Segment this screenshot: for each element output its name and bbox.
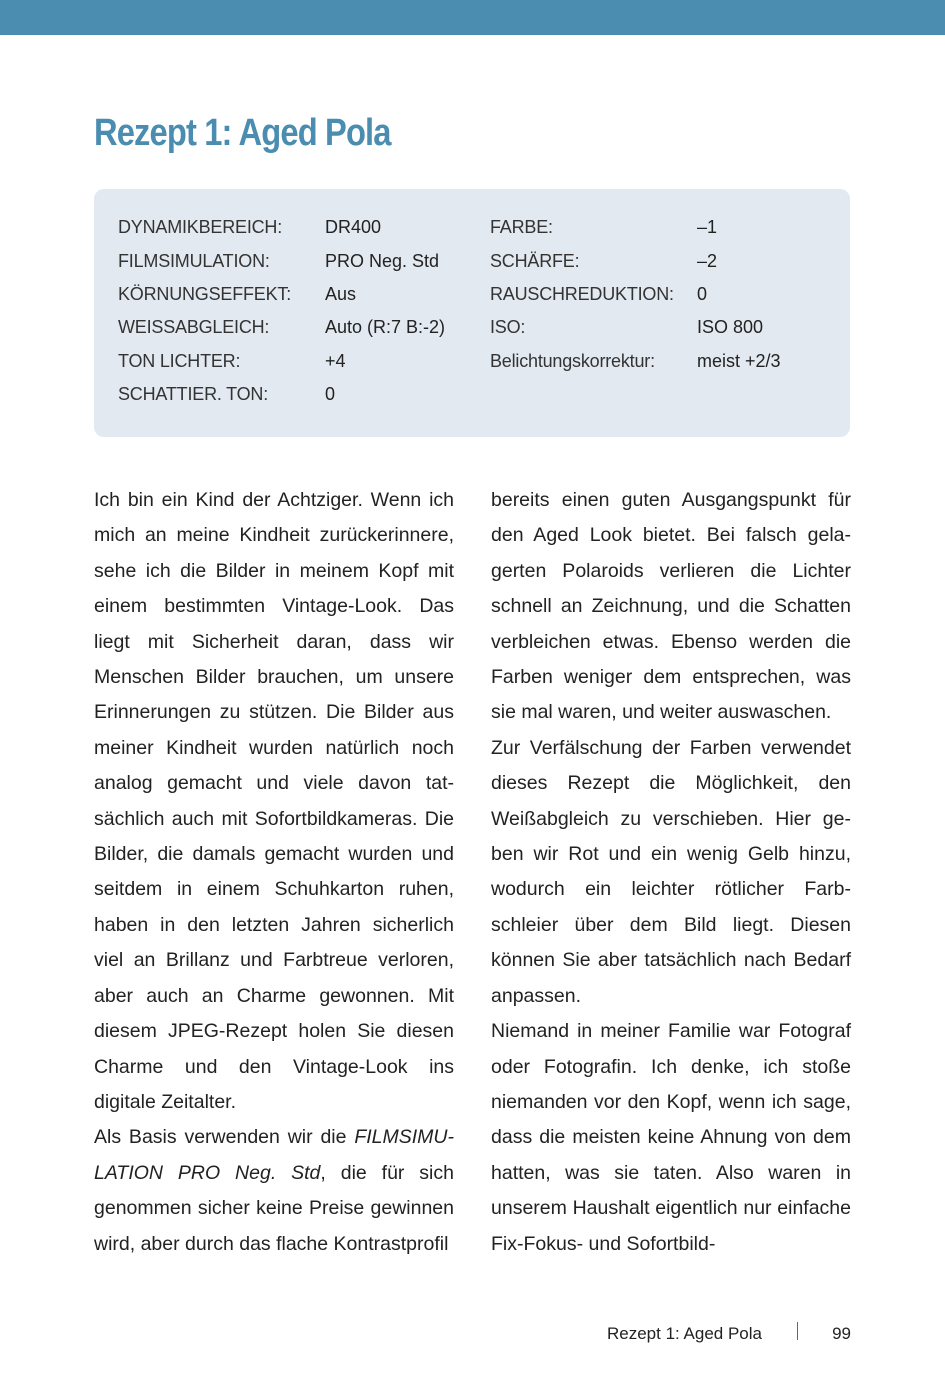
header-bar	[0, 0, 945, 35]
paragraph: Ich bin ein Kind der Achtziger. Wenn ich mich an meine Kindheit zurückerinnere, sehe ich die Bilder in meinem Kopf mit einem bestimmten Vintage-Look. Das liegt mit Sicherheit daran, dass wir Menschen Bilder brauchen, um unsere Erinnerungen zu stützen. Die Bilder aus meiner Kindheit wurden natürlich noch analog gemacht und viele davon tatsächlich auch mit Sofortbildkameras. Die Bilder, die damals gemacht wurden und seitdem in einem Schuhkarton ruhen, haben in den letzten Jahren sicherlich viel an Brillanz und Farbtreue verloren, aber auch an Charme gewonnen. Mit diesem JPEG-Rezept holen Sie diesen Charme und den Vintage-Look ins digitale Zeitalter.	[94, 489, 454, 1113]
setting-label: SCHATTIER. TON:	[118, 384, 269, 405]
setting-label: DYNAMIKBEREICH:	[118, 217, 283, 238]
setting-label: TON LICHTER:	[118, 350, 241, 371]
paragraph: Zur Verfälschung der Farben verwendet dieses Rezept die Möglichkeit, den Weißabgleich zu verschieben. Hier geben wir Rot und ein wenig Gelb hinzu, wodurch ein leichter rötlicher Farbschleier über dem Bild liegt. Diesen können Sie aber tatsächlich nach Bedarf anpassen.	[491, 736, 851, 1007]
setting-row	[118, 378, 445, 411]
paragraph: bereits einen guten Ausgangspunkt für den Aged Look bietet. Bei falsch gelagerten Polaroids verlieren die Lichter schnell an Zeichnung, und die Schatten verbleichen etwas. Ebenso werden die Farben weniger dem entsprechen, was sie mal waren, und weiter auswaschen.	[491, 489, 851, 724]
setting-row	[118, 311, 445, 344]
running-footer-title: Rezept 1: Aged Pola	[606, 1324, 762, 1343]
paragraph-text: Als Basis verwenden wir die	[94, 1126, 355, 1149]
settings-column-right	[490, 211, 781, 378]
setting-value: ISO 800	[697, 317, 764, 338]
text-column-right	[491, 483, 851, 1262]
setting-row	[118, 278, 445, 311]
settings-box	[94, 189, 850, 437]
paragraph	[94, 1120, 454, 1262]
setting-label: FILMSIMULATION:	[118, 250, 270, 271]
paragraph-text: , die für sich genommen sicher keine Preise gewinnen wird, aber durch das flache Kontrastprofil	[94, 1161, 454, 1255]
setting-label: KÖRNUNGSEFFEKT:	[118, 283, 292, 304]
settings-column-left	[118, 211, 445, 411]
setting-value: meist +2/3	[697, 350, 781, 371]
setting-value: Aus	[325, 283, 357, 304]
setting-value: 0	[697, 283, 708, 304]
page-title: Rezept 1: Aged Pola	[94, 112, 391, 154]
setting-row	[490, 345, 781, 378]
body-text	[94, 483, 851, 1262]
setting-label: Belichtungskorrektur:	[490, 350, 655, 371]
setting-row	[118, 345, 445, 378]
page-number: 99	[832, 1324, 851, 1343]
setting-label: RAUSCHREDUKTION:	[490, 283, 674, 304]
setting-label: SCHÄRFE:	[490, 250, 580, 271]
setting-row	[490, 244, 781, 277]
setting-row	[118, 211, 445, 244]
text-column-left	[94, 483, 454, 1262]
setting-value: Auto (R:7 B:-2)	[325, 317, 446, 338]
paragraph: Niemand in meiner Familie war Fotograf oder Fotografin. Ich denke, ich stoße niemanden vor den Kopf, wenn ich sage, dass die meisten keine Ahnung von dem hatten, was sie taten. Also waren in unserem Haushalt eigentlich nur einfache Fix-Fokus- und Sofortbild-	[491, 1020, 851, 1255]
setting-value: –1	[697, 217, 718, 238]
setting-value: –2	[697, 250, 718, 271]
setting-value: 0	[325, 384, 336, 405]
setting-row	[490, 278, 781, 311]
page-footer	[560, 1320, 851, 1350]
setting-label: FARBE:	[490, 217, 553, 238]
footer-divider	[797, 1322, 798, 1340]
setting-value: +4	[325, 350, 346, 371]
setting-value: PRO Neg. Std	[325, 250, 440, 271]
setting-value: DR400	[325, 217, 382, 238]
setting-row	[118, 244, 445, 277]
emphasized-text: FILMSIMULATION PRO Neg. Std	[94, 1126, 454, 1184]
setting-label: ISO:	[490, 317, 526, 338]
setting-row	[490, 311, 781, 344]
setting-label: WEISSABGLEICH:	[118, 317, 270, 338]
setting-row	[490, 211, 781, 244]
